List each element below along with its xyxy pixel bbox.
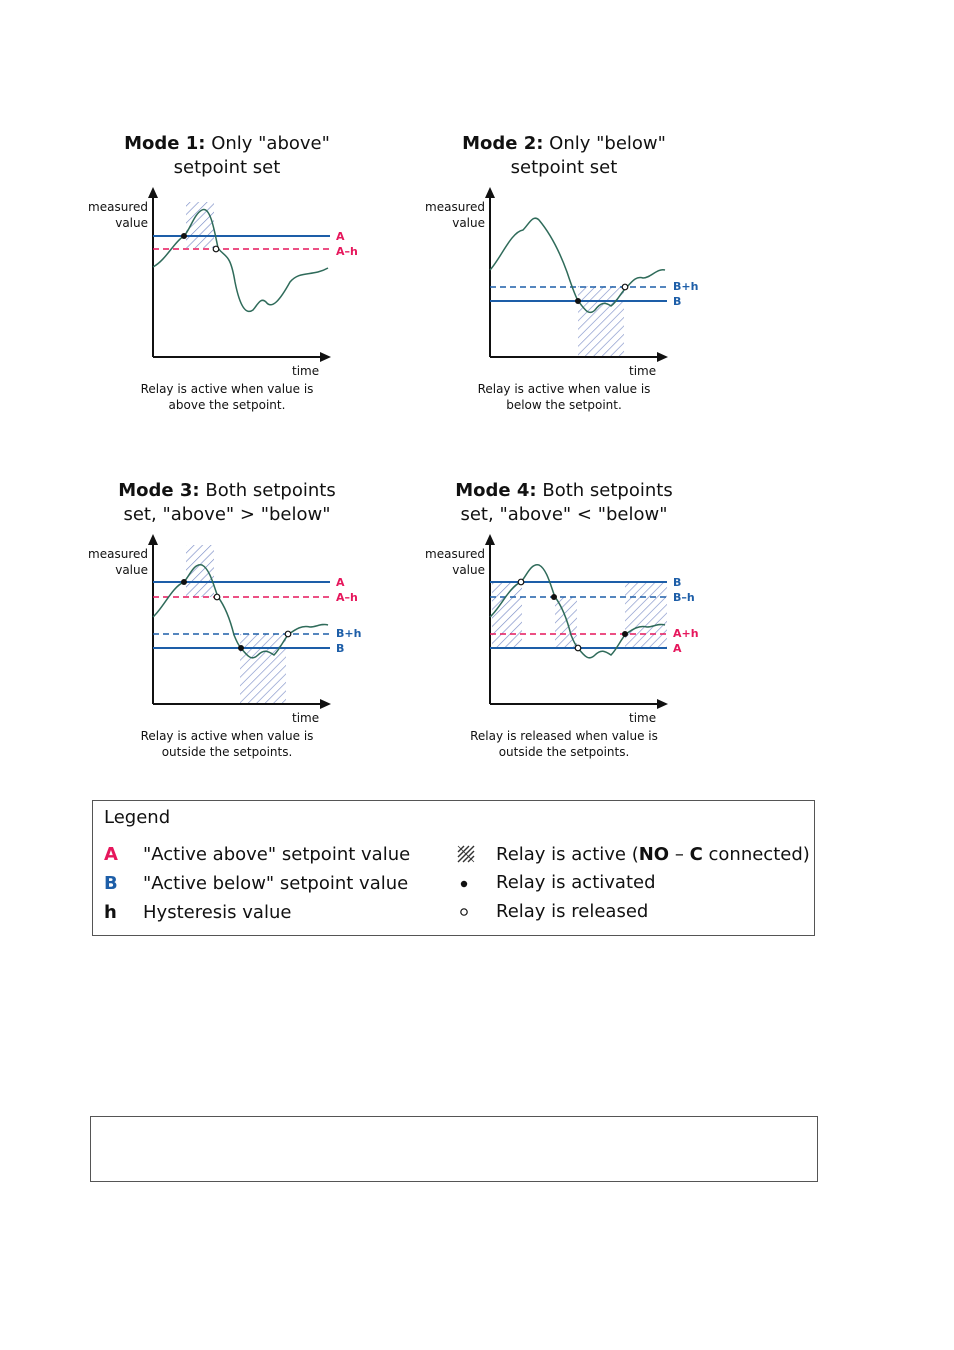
label-b-h: B+h	[673, 280, 699, 293]
mode-4-panel	[427, 479, 767, 779]
active-region-1	[492, 582, 522, 648]
relay-released-dot	[575, 645, 581, 651]
y-axis-arrow	[148, 534, 158, 545]
x-axis-label: time	[292, 711, 320, 725]
relay-released-dot	[622, 284, 628, 290]
measured-curve	[153, 210, 328, 312]
mode-2-title: Mode 2: Only "below" setpoint set	[462, 133, 666, 178]
legend-key-h: h	[104, 902, 117, 923]
relay-released-dot	[213, 246, 219, 252]
mode-3-caption: Relay is active when value is outside the setpoints.	[140, 729, 314, 759]
label-b-h: B+h	[336, 627, 362, 640]
label-b: B	[673, 576, 682, 589]
legend-text-released: Relay is released	[496, 901, 649, 922]
active-region-3	[625, 582, 667, 648]
legend-title: Legend	[104, 807, 171, 828]
mode-2-caption: Relay is active when value is below the setpoint.	[477, 382, 651, 412]
active-region-lower	[240, 634, 286, 704]
y-axis-label: measured value	[88, 200, 148, 230]
x-axis-arrow	[320, 352, 331, 362]
y-axis-label: measured value	[88, 547, 148, 577]
active-region	[578, 286, 624, 357]
legend-text-a: "Active above" setpoint value	[143, 844, 411, 865]
x-axis-label: time	[629, 364, 657, 378]
mode-3-title: Mode 3: Both setpoints set, "above" > "below"	[118, 480, 336, 525]
label-b: B	[673, 295, 682, 308]
legend-key-a: A	[104, 844, 118, 865]
relay-activated-dot	[181, 233, 187, 239]
relay-released-dot	[285, 631, 291, 637]
relay-released-dot	[518, 579, 524, 585]
x-axis-label: time	[629, 711, 657, 725]
relay-activated-dot	[622, 631, 628, 637]
mode-3-panel	[90, 479, 430, 779]
relay-activated-dot	[181, 579, 187, 585]
mode-2-panel	[427, 132, 767, 432]
label-b-h: B–h	[673, 591, 695, 604]
legend-text-h: Hysteresis value	[143, 902, 292, 923]
legend-key-b: B	[104, 873, 118, 894]
legend-text-activated: Relay is activated	[496, 872, 656, 893]
mode-1-panel	[90, 132, 430, 432]
label-a-h: A–h	[336, 245, 358, 258]
legend-text-hatch: Relay is active (NO – C connected)	[496, 844, 810, 865]
relay-activated-dot	[551, 594, 557, 600]
y-axis-label: measured value	[425, 547, 485, 577]
relay-released-dot	[214, 594, 220, 600]
label-b: B	[336, 642, 345, 655]
label-a: A	[673, 642, 682, 655]
mode-4-caption: Relay is released when value is outside the setpoints.	[470, 729, 658, 759]
hatch-icon	[457, 845, 475, 863]
x-axis-label: time	[292, 364, 320, 378]
y-axis-arrow	[485, 187, 495, 198]
label-a: A	[336, 576, 345, 589]
legend-box	[92, 800, 815, 936]
active-region-upper	[186, 545, 214, 597]
x-axis-arrow	[320, 699, 331, 709]
mode-4-title: Mode 4: Both setpoints set, "above" < "below"	[455, 480, 673, 525]
empty-note-box	[90, 1116, 818, 1182]
relay-activated-dot	[575, 298, 581, 304]
label-a-h: A+h	[673, 627, 699, 640]
open-dot-icon	[459, 907, 469, 917]
relay-activated-dot	[238, 645, 244, 651]
y-axis-arrow	[148, 187, 158, 198]
x-axis-arrow	[657, 699, 668, 709]
y-axis-label: measured value	[425, 200, 485, 230]
legend-text-b: "Active below" setpoint value	[143, 873, 409, 894]
filled-dot-icon	[459, 879, 469, 889]
y-axis-arrow	[485, 534, 495, 545]
label-a-h: A–h	[336, 591, 358, 604]
x-axis-arrow	[657, 352, 668, 362]
mode-1-caption: Relay is active when value is above the setpoint.	[140, 382, 314, 412]
mode-1-title: Mode 1: Only "above" setpoint set	[124, 133, 330, 178]
label-a: A	[336, 230, 345, 243]
